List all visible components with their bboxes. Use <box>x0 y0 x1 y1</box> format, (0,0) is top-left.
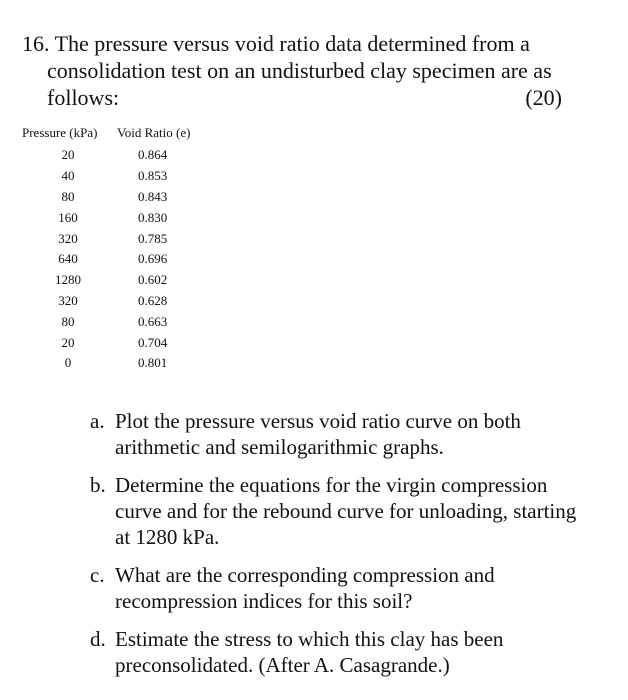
table-row <box>22 291 190 312</box>
void-ratio-cell: 0.663 <box>138 313 168 329</box>
part-line: Plot the pressure versus void ratio curve on both <box>115 409 521 433</box>
void-ratio-cell: 0.801 <box>138 355 168 371</box>
pressure-cell: 160 <box>58 209 78 225</box>
part-text <box>115 626 620 678</box>
part-line: arithmetic and semilogarithmic graphs. <box>115 435 444 459</box>
table-row <box>22 311 190 332</box>
pressure-cell: 20 <box>61 147 75 163</box>
part-line: Estimate the stress to which this clay has been <box>115 627 504 651</box>
void-ratio-cell: 0.864 <box>138 147 168 163</box>
part-line: What are the corresponding compression and <box>115 563 495 587</box>
table-row <box>22 228 190 249</box>
table-row <box>22 270 190 291</box>
void-ratio-cell: 0.602 <box>138 272 168 288</box>
part-text <box>115 408 620 460</box>
question-part-b <box>90 472 620 550</box>
void-ratio-cell: 0.785 <box>138 230 168 246</box>
pressure-cell: 1280 <box>55 272 81 288</box>
question-part-c <box>90 562 620 614</box>
part-line: curve and for the rebound curve for unloading, starting <box>115 499 577 523</box>
question-part-a <box>90 408 620 460</box>
column-header-void-ratio: Void Ratio (e) <box>117 125 191 140</box>
column-header-pressure: Pressure (kPa) <box>22 125 98 140</box>
void-ratio-cell: 0.843 <box>138 188 168 204</box>
table-header-row <box>22 125 190 145</box>
table-row <box>22 332 190 353</box>
part-text <box>115 472 620 550</box>
table-row <box>22 166 190 187</box>
part-line: recompression indices for this soil? <box>115 589 413 613</box>
pressure-cell: 20 <box>61 334 75 350</box>
void-ratio-cell: 0.696 <box>138 251 168 267</box>
table-row <box>22 207 190 228</box>
problem-line-1: 16. The pressure versus void ratio data determined from a <box>22 31 530 56</box>
question-part-d <box>90 626 620 678</box>
table-row <box>22 187 190 208</box>
part-letter: b. <box>90 473 106 497</box>
part-text <box>115 562 620 614</box>
table-row <box>22 353 190 374</box>
pressure-cell: 320 <box>58 230 78 246</box>
part-letter: d. <box>90 627 106 651</box>
pressure-cell: 40 <box>61 168 75 184</box>
part-line: preconsolidated. (After A. Casagrande.) <box>115 653 450 677</box>
points-value: (20) <box>525 85 562 110</box>
problem-line-2: consolidation test on an undisturbed clay specimen are as <box>47 58 552 83</box>
pressure-cell: 320 <box>58 292 78 308</box>
pressure-void-ratio-table <box>22 125 190 374</box>
pressure-cell: 640 <box>58 251 78 267</box>
part-letter: c. <box>90 563 105 587</box>
void-ratio-cell: 0.628 <box>138 292 168 308</box>
void-ratio-cell: 0.853 <box>138 168 168 184</box>
table-row <box>22 249 190 270</box>
problem-line-3 <box>22 84 592 111</box>
pressure-cell: 80 <box>61 313 75 329</box>
pressure-cell: 0 <box>64 355 72 371</box>
void-ratio-cell: 0.830 <box>138 209 168 225</box>
question-parts <box>90 408 620 690</box>
table-row <box>22 145 190 166</box>
part-letter: a. <box>90 409 105 433</box>
part-line: Determine the equations for the virgin compression <box>115 473 548 497</box>
pressure-cell: 80 <box>61 188 75 204</box>
problem-statement <box>22 30 592 111</box>
void-ratio-cell: 0.704 <box>138 334 168 350</box>
problem-line-3-text: follows: <box>47 85 120 110</box>
part-line: at 1280 kPa. <box>115 525 220 549</box>
